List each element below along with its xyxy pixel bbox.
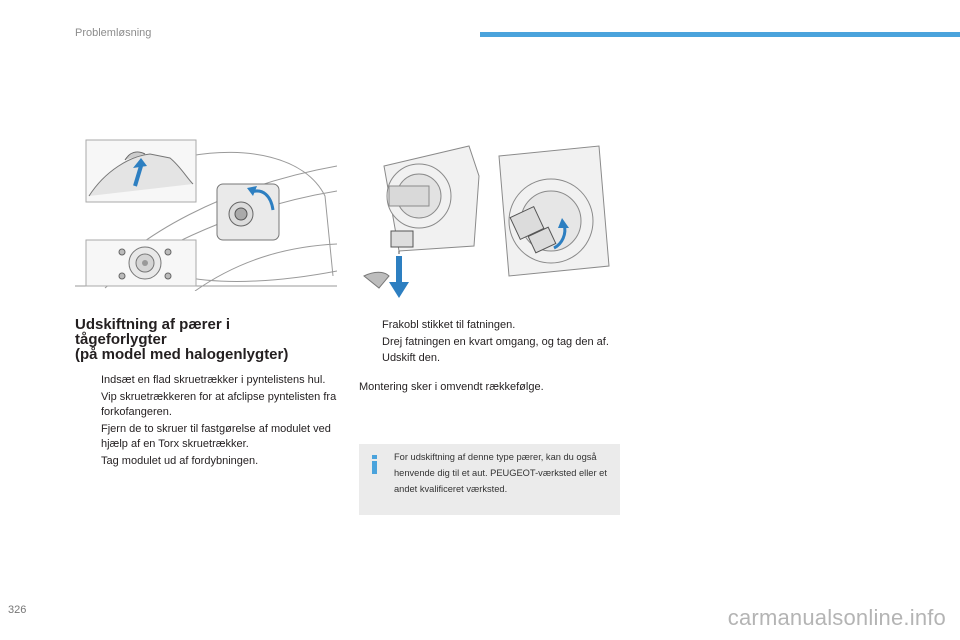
list-item: Udskift den. [382,352,441,364]
list-item: Fjern de to skruer til fastgørelse af modulet ved hjælp af en Torx skruetrækker. [101,422,331,450]
list-item: Tag modulet ud af fordybningen. [101,454,259,467]
section-heading [75,317,355,362]
watermark: carmanualsonline.info [727,605,946,630]
info-text: For udskiftning af denne type pærer, kan du også henvende dig til et aut. PEUGEOT-værksted eller et andet kvalificeret værksted. [394,452,607,494]
left-steps-list [77,373,337,470]
list-item: Frakobl stikket til fatningen. [382,319,516,331]
heading-line-3: (på model med halogenlygter) [75,346,289,363]
heading-line-2: tågeforlygter [75,331,167,348]
page-number: 326 [8,604,27,616]
info-icon [370,455,380,475]
section-title: Problemløsning [75,27,152,39]
bumper-trim-illustration [75,136,337,291]
heading-line-1: Udskiftning af pærer i [75,316,231,333]
reassembly-note: Montering sker i omvendt rækkefølge. [359,381,544,393]
bulb-holder-illustration [359,136,619,301]
info-box [359,444,620,515]
list-item: Drej fatningen en kvart omgang, og tag den af. [382,335,609,348]
list-item: Indsæt en flad skruetrækker i pyntelistens hul. [101,374,326,386]
section-accent-bar [480,32,960,37]
right-steps-list [359,318,609,368]
list-item: Vip skruetrækkeren for at afclipse pyntelisten fra forkofangeren. [101,390,337,418]
